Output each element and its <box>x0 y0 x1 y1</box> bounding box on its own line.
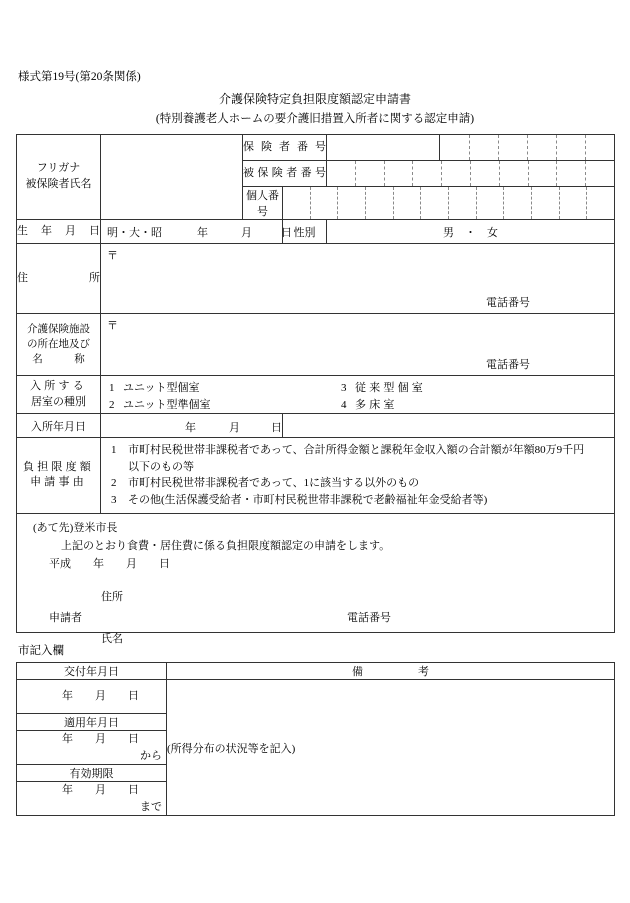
room-type-label <box>17 376 101 414</box>
page-title: 介護保険特定負担限度額認定申請書 <box>218 92 411 106</box>
apply-date-header: 適用年月日 <box>17 714 167 731</box>
declaration-section <box>17 513 615 646</box>
birthdate-label: 生年月日 <box>17 220 101 244</box>
digit-cell[interactable] <box>338 187 366 219</box>
option-label: 市町村民税世帯非課税者であって、合計所得金額と課税年金収入額の合計額が年額80万9千円 <box>128 444 585 456</box>
insurer-number-label: 保険者番号 <box>243 135 327 161</box>
digit-cell[interactable] <box>557 135 586 160</box>
postal-mark-icon: 〒 <box>107 250 118 262</box>
option-label: その他(生活保護受給者・市町村民税世帯非課税で老齢福祉年金受給者等) <box>128 494 488 507</box>
digit-cell[interactable] <box>557 161 586 186</box>
facility-tel-label: 電話番号 <box>486 359 530 371</box>
admission-date-input[interactable] <box>101 414 283 438</box>
admission-date-extra[interactable] <box>283 414 615 438</box>
birth-month-label: 月 <box>241 227 252 239</box>
remarks-input[interactable] <box>167 680 615 816</box>
personal-number-label: 個人番号 <box>243 187 283 220</box>
facility-box[interactable] <box>101 314 614 375</box>
reason-options[interactable] <box>101 438 615 514</box>
digit-cell[interactable] <box>586 161 614 186</box>
issue-date-header: 交付年月日 <box>17 663 167 680</box>
option-label: ユニット型準個室 <box>123 399 211 411</box>
city-entry-table <box>16 662 615 816</box>
facility-input[interactable] <box>101 314 615 376</box>
personal-number-cells <box>283 187 614 219</box>
digit-cell[interactable] <box>440 135 469 160</box>
table-row-reasons <box>17 438 615 514</box>
insured-name-label <box>17 135 101 220</box>
option-number: 2 <box>111 477 117 490</box>
issue-date-input[interactable] <box>17 680 167 714</box>
option-number: 2 <box>109 399 115 411</box>
reason-label <box>17 438 101 514</box>
date-line: 年 月 日 <box>62 733 139 745</box>
declaration-addressee: (あて先)登米市長 <box>33 521 118 534</box>
option-label: ユニット型個室 <box>123 382 200 394</box>
digit-cell[interactable] <box>471 161 500 186</box>
digit-cell[interactable] <box>499 135 528 160</box>
declaration-statement: 上記のとおり食費・居住費に係る負担限度額認定の申請をします。 <box>61 539 391 552</box>
table-row-admission-date <box>17 414 615 438</box>
digit-cell[interactable] <box>470 135 499 160</box>
option-number: 3 <box>111 494 117 507</box>
digit-cell[interactable] <box>311 187 339 219</box>
form-number: 様式第19号(第20条関係) <box>18 71 141 83</box>
digit-cell[interactable] <box>442 161 471 186</box>
expiry-date-input[interactable] <box>17 782 167 816</box>
reason-label-line2: 申請事由 <box>30 476 87 489</box>
address-tel-label: 電話番号 <box>486 297 530 309</box>
digit-cell[interactable] <box>529 161 558 186</box>
address-input[interactable] <box>101 244 615 314</box>
address-box[interactable] <box>101 244 614 313</box>
reason-option-list <box>101 438 614 513</box>
option-number: 1 <box>109 382 115 394</box>
digit-cell[interactable] <box>477 187 505 219</box>
city-section-heading: 市記入欄 <box>18 645 64 657</box>
option-label: 市町村民税世帯非課税者であって、1に該当する以外のもの <box>128 477 420 490</box>
digit-cell[interactable] <box>327 161 356 186</box>
applicant-tel-label[interactable]: 電話番号 <box>347 612 391 625</box>
date-line: 年 月 日 <box>62 784 139 796</box>
insured-number-label: 被保険者番号 <box>243 161 327 187</box>
digit-cell[interactable] <box>587 187 614 219</box>
declaration-body <box>17 514 614 646</box>
applicant-block <box>27 589 614 646</box>
table-row-birthdate <box>17 220 615 244</box>
option-label-continued: 以下のもの等 <box>128 460 194 473</box>
room-type-label-line1: 入所する <box>30 379 87 392</box>
admission-date-label: 入所年月日 <box>17 414 101 438</box>
declaration-date[interactable]: 平成 年 月 日 <box>49 557 170 570</box>
birthdate-input[interactable] <box>101 220 292 244</box>
table-row-city-header <box>17 663 615 680</box>
apply-date-input[interactable] <box>17 731 167 765</box>
gender-label: 性別 <box>283 220 327 244</box>
applicant-main-table <box>16 134 615 646</box>
room-type-option-4[interactable] <box>341 397 398 414</box>
page-subtitle: (特別養護老人ホームの要介護旧措置入所者に関する認定申請) <box>155 113 475 125</box>
digit-cell[interactable] <box>504 187 532 219</box>
birth-year-label: 年 <box>197 227 208 239</box>
gender-options[interactable]: 男 ・ 女 <box>327 220 615 244</box>
option-number: 1 <box>111 444 117 456</box>
table-row-name-numbers <box>17 135 615 161</box>
option-number: 3 <box>341 382 347 394</box>
option-label: 従来型個室 <box>355 382 426 394</box>
digit-cell[interactable] <box>586 135 614 160</box>
insurer-number-input[interactable] <box>327 135 615 161</box>
digit-cell[interactable] <box>283 187 311 219</box>
table-row-issue-date <box>17 680 615 714</box>
remarks-header: 備 考 <box>167 663 615 680</box>
option-number: 4 <box>341 399 347 411</box>
digit-cell[interactable] <box>385 161 414 186</box>
digit-cell[interactable] <box>413 161 442 186</box>
era-options[interactable]: 明・大・昭 <box>107 227 162 239</box>
digit-cell[interactable] <box>356 161 385 186</box>
insurer-number-blank <box>327 135 440 160</box>
digit-cell[interactable] <box>394 187 422 219</box>
insurer-number-cells <box>327 135 614 160</box>
insured-number-cells <box>327 161 614 186</box>
date-from-suffix: から <box>140 749 162 762</box>
digit-cell[interactable] <box>532 187 560 219</box>
table-row-facility <box>17 314 615 376</box>
room-type-option-3[interactable] <box>341 380 426 397</box>
admission-year-label: 年 <box>185 422 196 434</box>
table-row-room-type <box>17 376 615 414</box>
table-row-declaration <box>17 513 615 632</box>
admission-month-label: 月 <box>229 422 240 434</box>
postal-mark-icon: 〒 <box>107 320 118 332</box>
personal-number-input[interactable] <box>283 187 615 220</box>
applicant-name-label[interactable]: 氏名 <box>101 633 123 646</box>
digit-cell[interactable] <box>560 187 588 219</box>
digit-cell[interactable] <box>366 187 394 219</box>
furigana-label: フリガナ <box>36 162 81 175</box>
digit-cell[interactable] <box>500 161 529 186</box>
applicant-address-label[interactable]: 住所 <box>101 591 123 604</box>
date-until-suffix: まで <box>140 800 162 813</box>
reason-option-1[interactable] <box>111 442 608 475</box>
insured-number-input[interactable] <box>327 161 615 187</box>
facility-label-line2: の所在地及び <box>27 338 90 350</box>
reason-option-3[interactable] <box>111 492 608 509</box>
birth-day-label: 日 <box>281 227 292 239</box>
room-type-option-list <box>101 376 614 413</box>
applicant-label: 申請者 <box>49 612 82 625</box>
room-type-options[interactable] <box>101 376 615 414</box>
date-line: 年 月 日 <box>62 690 139 703</box>
reason-label-line1: 負担限度額 <box>23 460 94 473</box>
admission-day-label: 日 <box>271 422 282 434</box>
digit-cell[interactable] <box>421 187 449 219</box>
digit-cell[interactable] <box>449 187 477 219</box>
room-type-label-line2: 居室の種別 <box>31 395 86 408</box>
table-row-address <box>17 244 615 314</box>
expiry-header: 有効期限 <box>17 765 167 782</box>
insured-name-input[interactable] <box>101 135 243 220</box>
digit-cell[interactable] <box>528 135 557 160</box>
address-label: 住所 <box>17 244 101 314</box>
room-type-option-1[interactable] <box>109 380 200 397</box>
reason-option-2[interactable] <box>111 475 608 492</box>
insured-name-label-text: 被保険者氏名 <box>25 178 92 190</box>
facility-label-line3: 名 称 <box>32 354 85 366</box>
remarks-note: (所得分布の状況等を記入) <box>167 742 296 755</box>
facility-label-line1: 介護保険施設 <box>27 323 90 335</box>
facility-label <box>17 314 101 376</box>
option-label: 多床室 <box>355 399 398 411</box>
room-type-option-2[interactable] <box>109 397 211 414</box>
